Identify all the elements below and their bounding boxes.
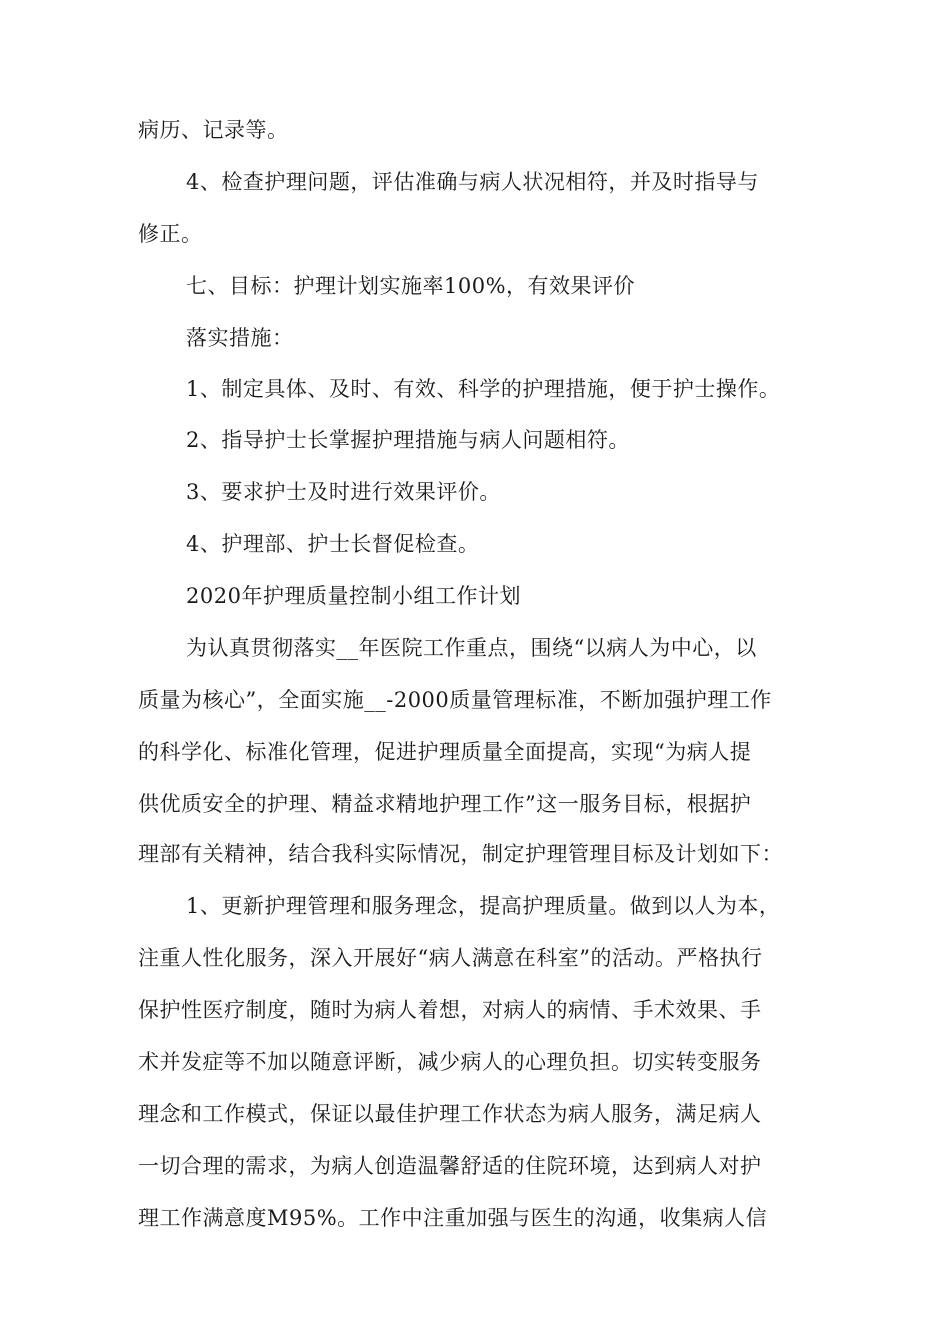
text-line: 一切合理的需求，为病人创造温馨舒适的住院环境，达到病人对护 [138,1154,762,1178]
text-line: 的科学化、标准化管理，促进护理质量全面提高，实现“为病人提 [138,740,752,764]
text-line: 七、目标：护理计划实施率100%，有效果评价 [186,274,636,298]
text-line: 理工作满意度M95%。工作中注重加强与医生的沟通，收集病人信 [138,1206,768,1230]
text-line: 为认真贯彻落实__年医院工作重点，围绕“以病人为中心，以 [186,636,757,660]
text-line: 理念和工作模式，保证以最佳护理工作状态为病人服务，满足病人 [138,1102,762,1126]
text-line: 术并发症等不加以随意评断，减少病人的心理负担。切实转变服务 [138,1050,762,1074]
text-line: 注重人性化服务，深入开展好“病人满意在科室”的活动。严格执行 [138,946,763,970]
text-line: 供优质安全的护理、精益求精地护理工作”这一服务目标，根据护 [138,792,752,816]
text-line: 质量为核心”，全面实施__-2000质量管理标准，不断加强护理工作 [138,688,772,712]
text-line: 3、要求护士及时进行效果评价。 [186,480,501,504]
text-line: 4、护理部、护士长督促检查。 [186,532,480,556]
text-line: 2、指导护士长掌握护理措施与病人问题相符。 [186,428,630,452]
text-line: 修正。 [138,222,203,246]
text-line: 落实措施： [186,326,294,350]
text-line: 1、制定具体、及时、有效、科学的护理措施，便于护士操作。 [186,377,781,401]
text-line: 4、检查护理问题，评估准确与病人状况相符，并及时指导与 [186,170,759,194]
text-line: 病历、记录等。 [138,118,289,142]
text-line: 理部有关精神，结合我科实际情况，制定护理管理目标及计划如下： [138,842,783,866]
text-line: 1、更新护理管理和服务理念，提高护理质量。做到以人为本， [186,894,781,918]
section-heading: 2020年护理质量控制小组工作计划 [186,584,521,608]
text-line: 保护性医疗制度，随时为病人着想，对病人的病情、手术效果、手 [138,998,762,1022]
